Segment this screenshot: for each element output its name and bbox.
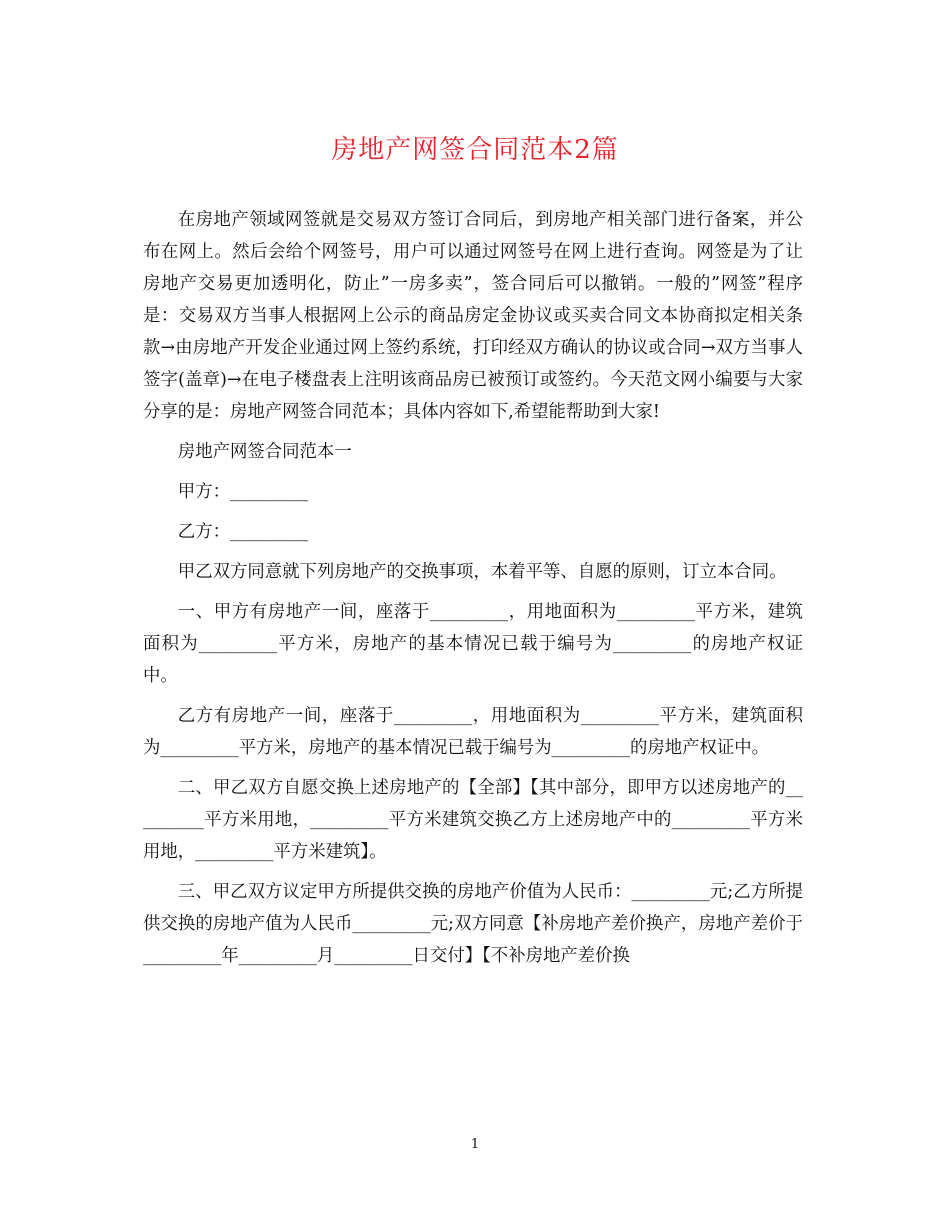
page-number: 1: [470, 1137, 480, 1152]
paragraph-party-b: 乙方：_________: [177, 522, 309, 542]
paragraph-agreement: 甲乙双方同意就下列房地产的交换事项，本着平等、自愿的原则，订立本合同。: [177, 562, 787, 582]
paragraph-party-a: 甲方：_________: [177, 482, 309, 502]
paragraph-intro: 在房地产领域网签就是交易双方签订合同后，到房地产相关部门进行备案，并公布在网上。然后会给个网签号，用户可以通过网签号在网上进行查询。网签是为了让房地产交易更加透明化，防止”一房多卖”，签合同后可以撤销。一般的”网签”程序是：交易双方当事人根据网上公示的商品房定金协议或买卖合同文本协商拟定相关条款→由房地产开发企业通过网上签约系统，打印经双方确认的协议或合同→双方当事人签字(盖章)→在电子楼盘表上注明该商品房已被预订或签约。今天范文网小编要与大家分享的是：房地产网签合同范本；具体内容如下,希望能帮助到大家!: [143, 210, 803, 422]
paragraph-section-heading: 房地产网签合同范本一: [177, 442, 352, 462]
paragraph-clause-1-b: 乙方有房地产一间，座落于_________，用地面积为_________平方米，建筑面积为_________平方米，房地产的基本情况已载于编号为_________的房地产权证中。: [143, 706, 803, 758]
document-title: 房地产网签合同范本2篇: [331, 135, 619, 165]
paragraph-clause-2: 二、甲乙双方自愿交换上述房地产的【全部】【其中部分，即甲方以述房地产的_________平方米用地，_________平方米建筑交换乙方上述房地产中的_________平方米用地，_________平方米建筑】。: [143, 778, 803, 862]
paragraph-clause-3: 三、甲乙双方议定甲方所提供交换的房地产价值为人民币：_________元;乙方所提供交换的房地产值为人民币_________元;双方同意【补房地产差价换产，房地产差价于_________年_________月_________日交付】【不补房地产差价换: [143, 882, 803, 966]
paragraph-clause-1: 一、甲方有房地产一间，座落于_________，用地面积为_________平方米，建筑面积为_________平方米，房地产的基本情况已载于编号为_________的房地产权证中。: [143, 602, 803, 686]
document-body: [143, 204, 803, 980]
